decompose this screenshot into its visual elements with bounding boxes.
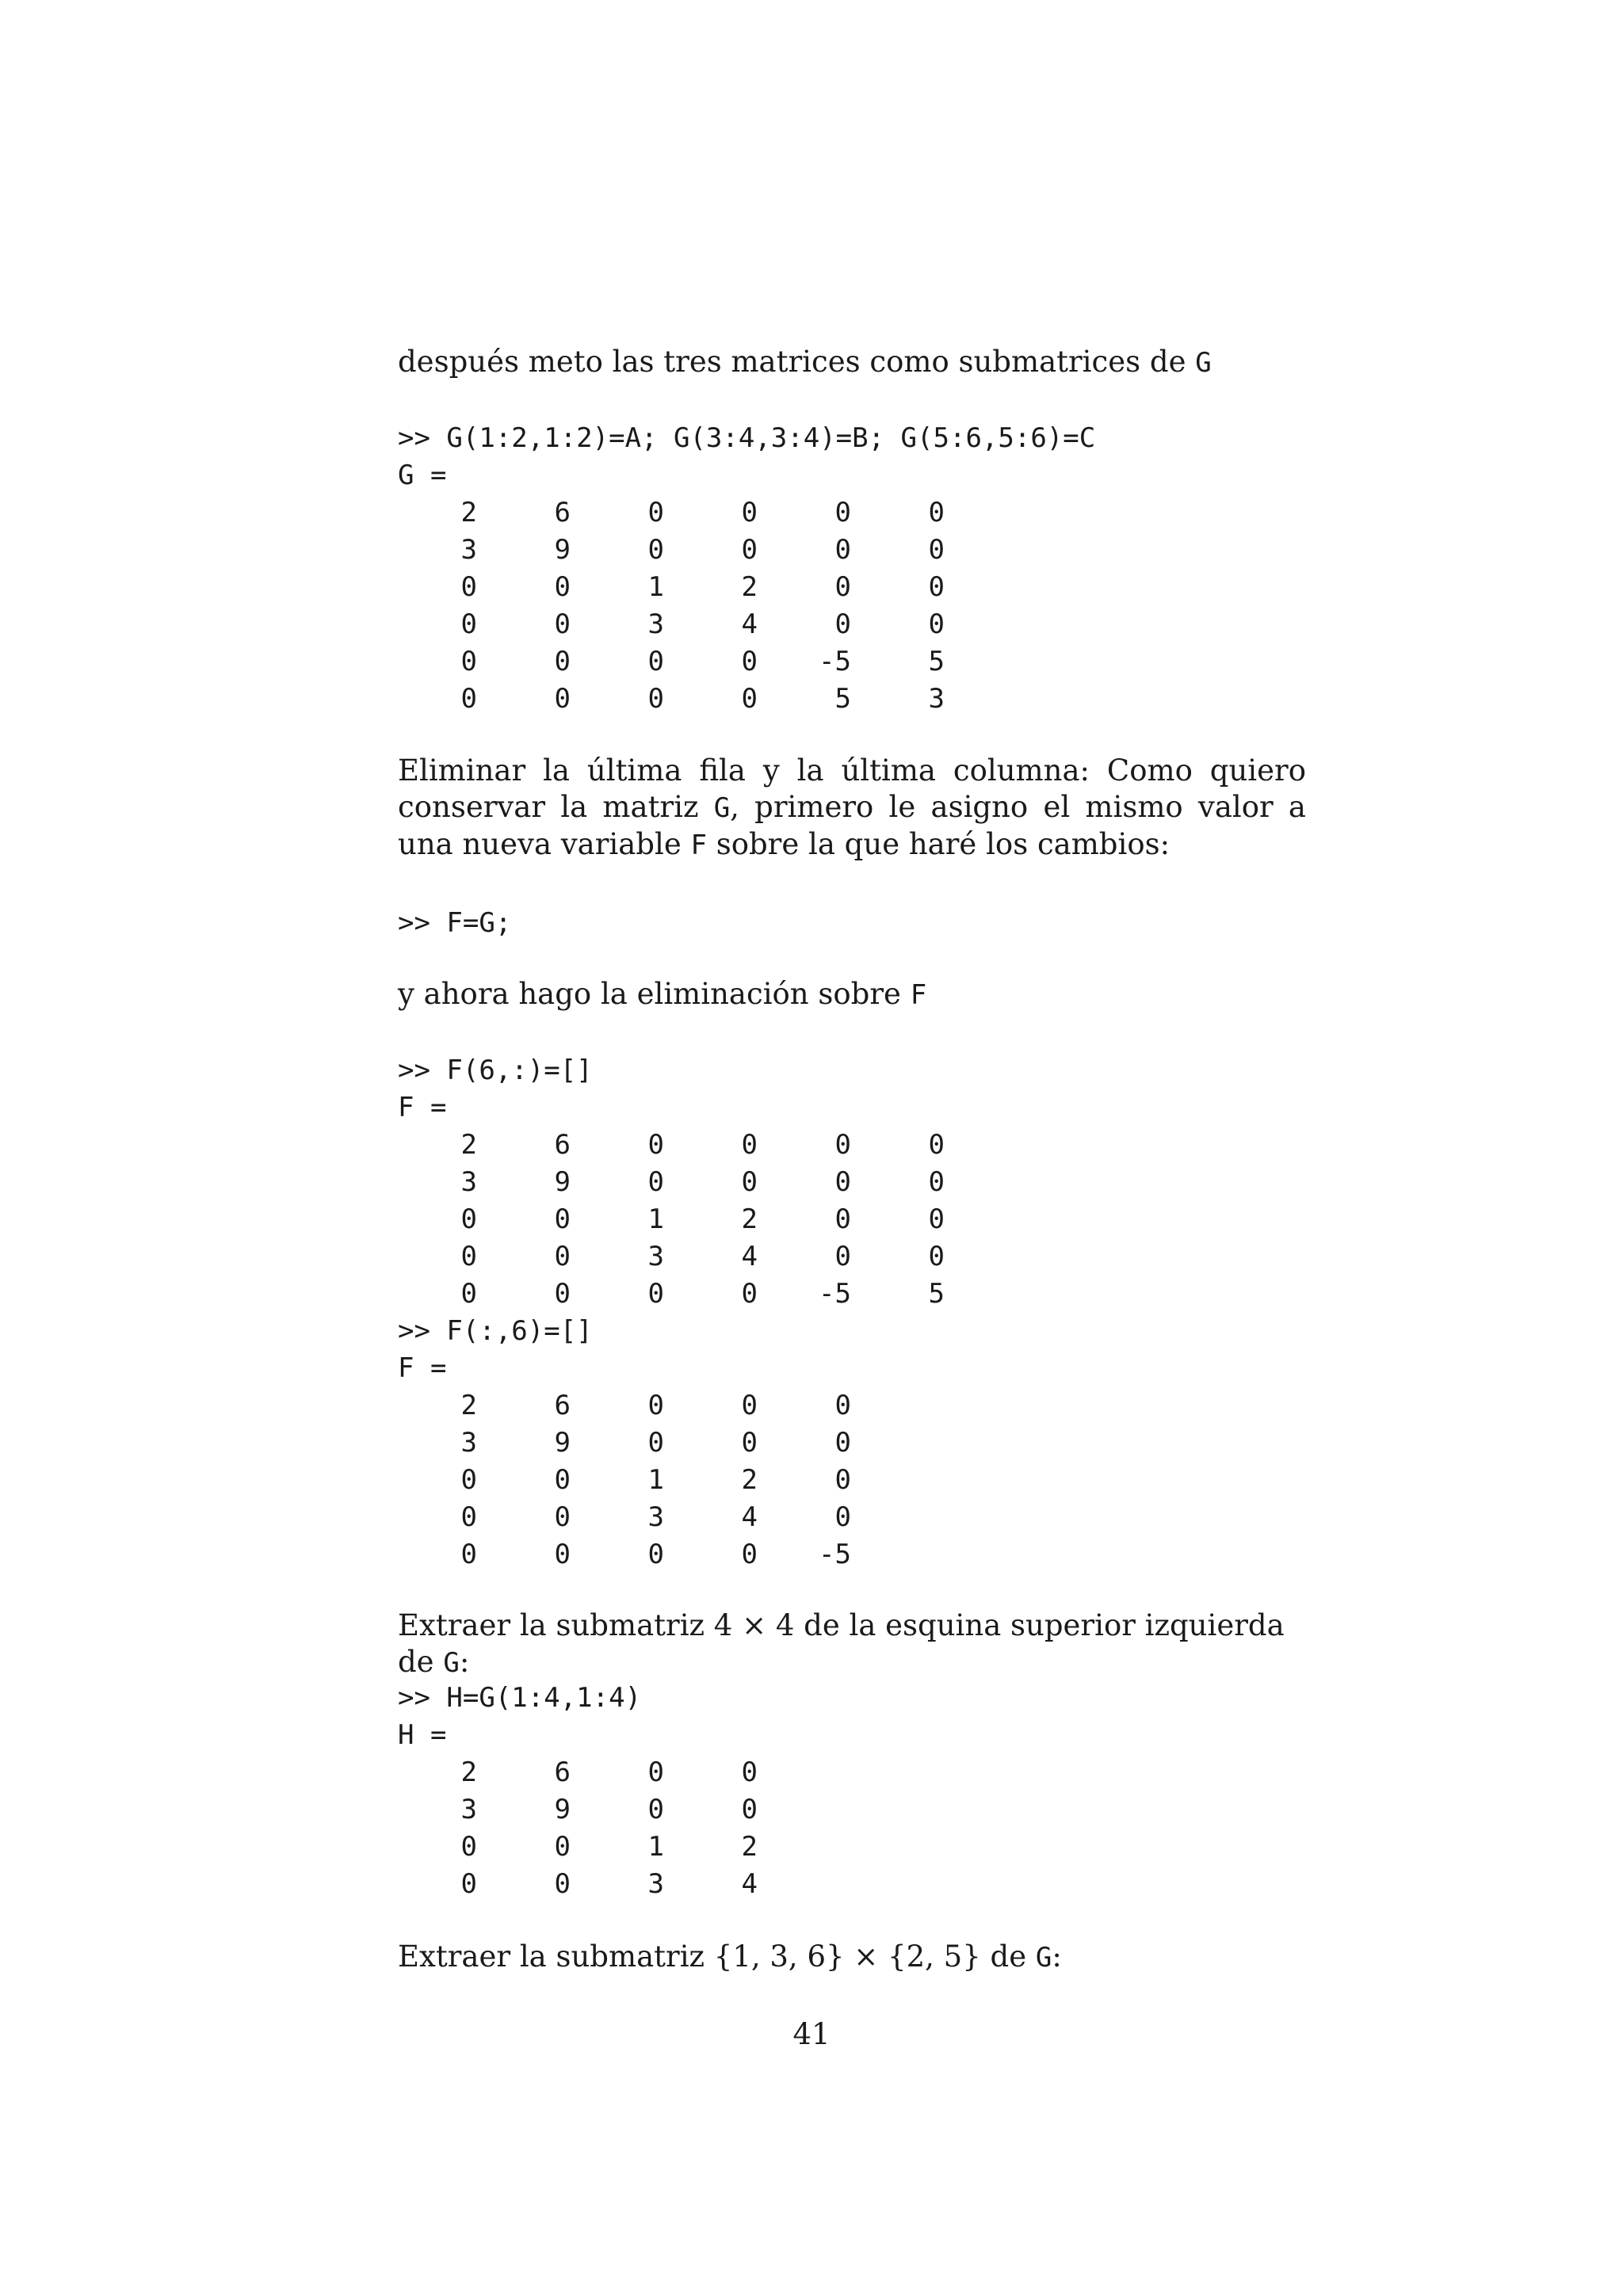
variable-g: G: [713, 792, 731, 824]
matrix-cell: 3: [460, 1166, 477, 1198]
matrix-cell: 1: [647, 1203, 664, 1235]
matrix-cell: 0: [834, 1427, 851, 1459]
matrix-cell: 0: [741, 683, 758, 715]
command-delete-row: >> F(6,:)=[]: [398, 1055, 593, 1086]
matrix-cell: 0: [554, 646, 571, 677]
paragraph-extract-sets-part2: de: [980, 1939, 1036, 1974]
math-index-sets: {1, 3, 6} × {2, 5}: [713, 1939, 981, 1974]
matrix-cell: 0: [928, 1203, 945, 1235]
matrix-cell: 0: [741, 1278, 758, 1310]
paragraph-eliminate-part1: Eliminar la última fila y la última columna: Como quiero conservar la matriz: [398, 753, 1306, 824]
matrix-cell: 0: [460, 683, 477, 715]
matrix-cell: 1: [647, 1831, 664, 1863]
matrix-cell: 0: [647, 1390, 664, 1421]
paragraph-eliminate: [398, 753, 1306, 864]
matrix-cell: 4: [741, 1868, 758, 1900]
result-label-g: G =: [398, 460, 447, 491]
matrix-cell: 0: [460, 646, 477, 677]
matrix-cell: 3: [460, 1427, 477, 1459]
paragraph-intro-text: después meto las tres matrices como submatrices de: [398, 345, 1196, 379]
matrix-cell: 0: [647, 1166, 664, 1198]
matrix-cell: 0: [834, 1129, 851, 1161]
matrix-cell: 0: [460, 1539, 477, 1570]
matrix-cell: 0: [834, 1464, 851, 1496]
matrix-cell: 0: [741, 646, 758, 677]
command-copy-f: >> F=G;: [398, 907, 512, 939]
matrix-cell: 6: [554, 1129, 571, 1161]
matrix-cell: 0: [460, 1241, 477, 1272]
variable-g: G: [443, 1647, 460, 1679]
matrix-cell: 6: [554, 497, 571, 528]
matrix-cell: 0: [647, 646, 664, 677]
matrix-cell: 0: [928, 1166, 945, 1198]
matrix-cell: 0: [741, 534, 758, 566]
matrix-cell: 4: [741, 608, 758, 640]
matrix-cell: 0: [554, 1464, 571, 1496]
matrix-cell: 2: [460, 1390, 477, 1421]
result-label-f: F =: [398, 1352, 447, 1384]
matrix-cell: 0: [741, 497, 758, 528]
matrix-cell: 0: [834, 1241, 851, 1272]
matrix-cell: 0: [834, 608, 851, 640]
matrix-cell: 6: [554, 1756, 571, 1788]
matrix-cell: 0: [554, 608, 571, 640]
variable-g: G: [1195, 347, 1212, 379]
matrix-cell: 0: [647, 1794, 664, 1825]
matrix-cell: 6: [554, 1390, 571, 1421]
paragraph-extract-sets-part3: :: [1052, 1939, 1062, 1974]
matrix-cell: 9: [554, 1427, 571, 1459]
matrix-cell: 0: [554, 1868, 571, 1900]
matrix-cell: 0: [647, 1129, 664, 1161]
matrix-cell: 0: [554, 1501, 571, 1533]
matrix-cell: 0: [834, 534, 851, 566]
matrix-cell: 0: [647, 1427, 664, 1459]
variable-f: F: [910, 979, 927, 1011]
matrix-cell: 2: [460, 1129, 477, 1161]
matrix-cell: 2: [741, 1203, 758, 1235]
variable-f: F: [690, 830, 707, 861]
paragraph-intro: [398, 344, 1306, 381]
matrix-cell: 0: [928, 571, 945, 603]
command-extract-h: >> H=G(1:4,1:4): [398, 1682, 642, 1714]
matrix-cell: 0: [834, 1501, 851, 1533]
matrix-cell: 4: [741, 1501, 758, 1533]
variable-g: G: [1035, 1942, 1052, 1974]
matrix-cell: 0: [647, 683, 664, 715]
matrix-cell: 0: [460, 1868, 477, 1900]
command-assign-g: >> G(1:2,1:2)=A; G(3:4,3:4)=B; G(5:6,5:6)=C: [398, 422, 1096, 454]
matrix-cell: 0: [554, 1539, 571, 1570]
matrix-cell: 0: [928, 534, 945, 566]
matrix-cell: 3: [647, 1241, 664, 1272]
paragraph-eliminate-part3: sobre la que haré los cambios:: [706, 827, 1170, 861]
matrix-cell: 0: [741, 1539, 758, 1570]
paragraph-extract-4x4-part3: :: [459, 1645, 470, 1679]
matrix-cell: 0: [460, 1831, 477, 1863]
matrix-cell: 0: [647, 1278, 664, 1310]
matrix-cell: 5: [928, 646, 945, 677]
result-label-f: F =: [398, 1092, 447, 1123]
matrix-cell: 2: [460, 1756, 477, 1788]
matrix-cell: 1: [647, 571, 664, 603]
matrix-cell: 0: [834, 497, 851, 528]
matrix-cell: 0: [460, 1278, 477, 1310]
matrix-cell: 9: [554, 1794, 571, 1825]
matrix-cell: 2: [741, 1831, 758, 1863]
matrix-cell: 9: [554, 1166, 571, 1198]
matrix-cell: -5: [819, 1278, 851, 1310]
matrix-cell: 5: [834, 683, 851, 715]
paragraph-extract-sets: [398, 1939, 1306, 1976]
paragraph-elimination: [398, 976, 1306, 1013]
math-dimension: 4 × 4: [713, 1608, 795, 1642]
matrix-cell: 0: [834, 1203, 851, 1235]
matrix-cell: 0: [928, 608, 945, 640]
matrix-cell: 0: [741, 1756, 758, 1788]
matrix-cell: 0: [741, 1129, 758, 1161]
paragraph-extract-sets-part1: Extraer la submatriz: [398, 1939, 714, 1974]
result-label-h: H =: [398, 1719, 447, 1751]
matrix-cell: 3: [928, 683, 945, 715]
matrix-cell: 0: [460, 1203, 477, 1235]
matrix-cell: -5: [819, 1539, 851, 1570]
paragraph-extract-4x4-part2: de la esquina superior izquierda de: [398, 1608, 1285, 1679]
matrix-cell: 0: [741, 1166, 758, 1198]
matrix-cell: 0: [928, 1129, 945, 1161]
matrix-cell: 3: [647, 1501, 664, 1533]
matrix-cell: 4: [741, 1241, 758, 1272]
matrix-cell: 3: [460, 1794, 477, 1825]
matrix-cell: 0: [647, 1756, 664, 1788]
matrix-cell: 0: [741, 1794, 758, 1825]
matrix-cell: 0: [647, 1539, 664, 1570]
matrix-cell: 0: [928, 497, 945, 528]
matrix-cell: 0: [554, 1831, 571, 1863]
matrix-cell: 9: [554, 534, 571, 566]
matrix-cell: 2: [460, 497, 477, 528]
matrix-cell: 0: [554, 1278, 571, 1310]
matrix-cell: 0: [928, 1241, 945, 1272]
matrix-cell: 0: [460, 1501, 477, 1533]
matrix-cell: 0: [554, 683, 571, 715]
matrix-cell: 0: [834, 1166, 851, 1198]
paragraph-elimination-text: y ahora hago la eliminación sobre: [398, 977, 911, 1011]
matrix-cell: 1: [647, 1464, 664, 1496]
matrix-cell: 3: [647, 608, 664, 640]
paragraph-extract-4x4-part1: Extraer la submatriz: [398, 1608, 714, 1642]
matrix-cell: 0: [647, 497, 664, 528]
matrix-cell: 0: [741, 1427, 758, 1459]
matrix-cell: 0: [554, 1241, 571, 1272]
matrix-cell: 2: [741, 1464, 758, 1496]
matrix-cell: -5: [819, 646, 851, 677]
matrix-cell: 0: [834, 571, 851, 603]
matrix-cell: 3: [647, 1868, 664, 1900]
paragraph-extract-4x4: [398, 1608, 1306, 1681]
matrix-cell: 0: [460, 608, 477, 640]
matrix-cell: 0: [554, 1203, 571, 1235]
matrix-cell: 0: [554, 571, 571, 603]
matrix-cell: 0: [647, 534, 664, 566]
matrix-cell: 0: [460, 1464, 477, 1496]
matrix-cell: 3: [460, 534, 477, 566]
command-delete-column: >> F(:,6)=[]: [398, 1315, 593, 1347]
matrix-cell: 0: [834, 1390, 851, 1421]
matrix-cell: 0: [460, 571, 477, 603]
matrix-cell: 0: [741, 1390, 758, 1421]
matrix-cell: 5: [928, 1278, 945, 1310]
paragraph-eliminate-part2: , primero le asigno el mismo valor a una nueva variable: [398, 790, 1306, 861]
matrix-cell: 2: [741, 571, 758, 603]
page-number: 41: [792, 2017, 831, 2051]
